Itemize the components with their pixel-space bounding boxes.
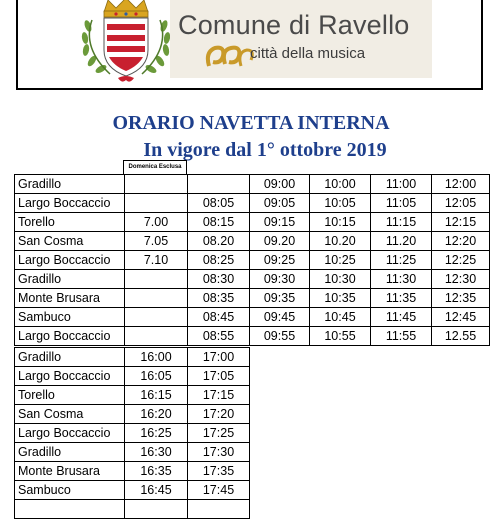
stop-name-cell: Gradillo [15, 270, 125, 289]
departure-time-cell: 09:25 [250, 251, 310, 270]
departure-time-cell: 09:15 [250, 213, 310, 232]
departure-time-cell: 10:15 [310, 213, 371, 232]
departure-time-cell: 11:00 [371, 175, 432, 194]
departure-time-cell: 09:35 [250, 289, 310, 308]
departure-time-cell: 12:30 [432, 270, 490, 289]
schedule-validity: In vigore dal 1° ottobre 2019 [143, 139, 387, 161]
departure-time-cell: 16:35 [125, 462, 188, 481]
departure-time-cell: 09:05 [250, 194, 310, 213]
departure-time-cell: 08:35 [188, 289, 250, 308]
departure-time-cell: 7.05 [125, 232, 188, 251]
departure-time-cell: 11:05 [371, 194, 432, 213]
sunday-excluded-label: Domenica Esclusa [123, 160, 187, 174]
departure-time-cell: 16:25 [125, 424, 188, 443]
stop-name-cell: Sambuco [15, 481, 125, 500]
departure-time-cell: 09:55 [250, 327, 310, 346]
table-row [15, 289, 490, 308]
stop-name-cell: Sambuco [15, 308, 125, 327]
departure-time-cell: 17:30 [188, 443, 250, 462]
stop-name-cell: Largo Boccaccio [15, 251, 125, 270]
departure-time-cell: 11:15 [371, 213, 432, 232]
departure-time-cell: 16:20 [125, 405, 188, 424]
table-row [15, 405, 250, 424]
coat-of-arms-icon [74, 0, 178, 86]
departure-time-cell: 11:30 [371, 270, 432, 289]
stop-name-cell: Torello [15, 386, 125, 405]
table-row [15, 175, 490, 194]
departure-time-cell [125, 500, 188, 519]
departure-time-cell: 11:25 [371, 251, 432, 270]
departure-time-cell: 17:00 [188, 348, 250, 367]
afternoon-schedule-table [14, 347, 250, 519]
table-row [15, 367, 250, 386]
departure-time-cell: 16:15 [125, 386, 188, 405]
departure-time-cell: 12:20 [432, 232, 490, 251]
afternoon-schedule-body [15, 348, 250, 519]
departure-time-cell: 7.10 [125, 251, 188, 270]
departure-time-cell: 10:35 [310, 289, 371, 308]
departure-time-cell: 16:30 [125, 443, 188, 462]
departure-time-cell: 17:45 [188, 481, 250, 500]
departure-time-cell: 10:55 [310, 327, 371, 346]
table-row [15, 443, 250, 462]
table-row [15, 348, 250, 367]
table-row [15, 251, 490, 270]
departure-time-cell: 12:35 [432, 289, 490, 308]
departure-time-cell: 11:35 [371, 289, 432, 308]
stop-name-cell: Largo Boccaccio [15, 194, 125, 213]
departure-time-cell: 08:45 [188, 308, 250, 327]
departure-time-cell: 17:05 [188, 367, 250, 386]
departure-time-cell: 10:00 [310, 175, 371, 194]
departure-time-cell: 17:15 [188, 386, 250, 405]
departure-time-cell: 16:05 [125, 367, 188, 386]
departure-time-cell: 7.00 [125, 213, 188, 232]
departure-time-cell [125, 175, 188, 194]
stop-name-cell: San Cosma [15, 232, 125, 251]
departure-time-cell [125, 270, 188, 289]
stop-name-cell: Largo Boccaccio [15, 424, 125, 443]
departure-time-cell: 12:00 [432, 175, 490, 194]
departure-time-cell: 10:45 [310, 308, 371, 327]
departure-time-cell [125, 308, 188, 327]
table-row [15, 327, 490, 346]
departure-time-cell: 08:55 [188, 327, 250, 346]
table-row [15, 424, 250, 443]
departure-time-cell [188, 175, 250, 194]
departure-time-cell: 12:45 [432, 308, 490, 327]
departure-time-cell [188, 500, 250, 519]
departure-time-cell: 09:00 [250, 175, 310, 194]
stop-name-cell [15, 500, 125, 519]
letterhead [16, 0, 483, 90]
departure-time-cell: 10:30 [310, 270, 371, 289]
schedule-title: ORARIO NAVETTA INTERNA [112, 112, 390, 134]
stop-name-cell: Gradillo [15, 348, 125, 367]
departure-time-cell [125, 194, 188, 213]
departure-time-cell: 10.20 [310, 232, 371, 251]
table-row [15, 481, 250, 500]
stop-name-cell: Gradillo [15, 443, 125, 462]
departure-time-cell: 16:45 [125, 481, 188, 500]
stop-name-cell: Largo Boccaccio [15, 367, 125, 386]
morning-schedule-table [14, 174, 490, 346]
departure-time-cell: 08.20 [188, 232, 250, 251]
stop-name-cell: Largo Boccaccio [15, 327, 125, 346]
stop-name-cell: Monte Brusara [15, 462, 125, 481]
table-row [15, 270, 490, 289]
departure-time-cell [125, 289, 188, 308]
departure-time-cell: 12:15 [432, 213, 490, 232]
departure-time-cell: 12.55 [432, 327, 490, 346]
table-row [15, 194, 490, 213]
morning-schedule-body [15, 175, 490, 346]
stop-name-cell: San Cosma [15, 405, 125, 424]
departure-time-cell: 11.20 [371, 232, 432, 251]
departure-time-cell: 10:25 [310, 251, 371, 270]
stop-name-cell: Monte Brusara [15, 289, 125, 308]
departure-time-cell: 11:55 [371, 327, 432, 346]
table-row [15, 500, 250, 519]
departure-time-cell [125, 327, 188, 346]
table-row [15, 232, 490, 251]
departure-time-cell: 12:05 [432, 194, 490, 213]
departure-time-cell: 08:05 [188, 194, 250, 213]
table-row [15, 213, 490, 232]
departure-time-cell: 09.20 [250, 232, 310, 251]
stop-name-cell: Torello [15, 213, 125, 232]
departure-time-cell: 10:05 [310, 194, 371, 213]
departure-time-cell: 17:25 [188, 424, 250, 443]
departure-time-cell: 17:20 [188, 405, 250, 424]
departure-time-cell: 08:15 [188, 213, 250, 232]
table-row [15, 386, 250, 405]
town-tagline: città della musica [250, 45, 366, 62]
table-row [15, 462, 250, 481]
departure-time-cell: 17:35 [188, 462, 250, 481]
departure-time-cell: 08:25 [188, 251, 250, 270]
departure-time-cell: 12:25 [432, 251, 490, 270]
departure-time-cell: 08:30 [188, 270, 250, 289]
departure-time-cell: 09:45 [250, 308, 310, 327]
departure-time-cell: 11:45 [371, 308, 432, 327]
stop-name-cell: Gradillo [15, 175, 125, 194]
table-row [15, 308, 490, 327]
departure-time-cell: 09:30 [250, 270, 310, 289]
departure-time-cell: 16:00 [125, 348, 188, 367]
town-name: Comune di Ravello [178, 10, 410, 40]
